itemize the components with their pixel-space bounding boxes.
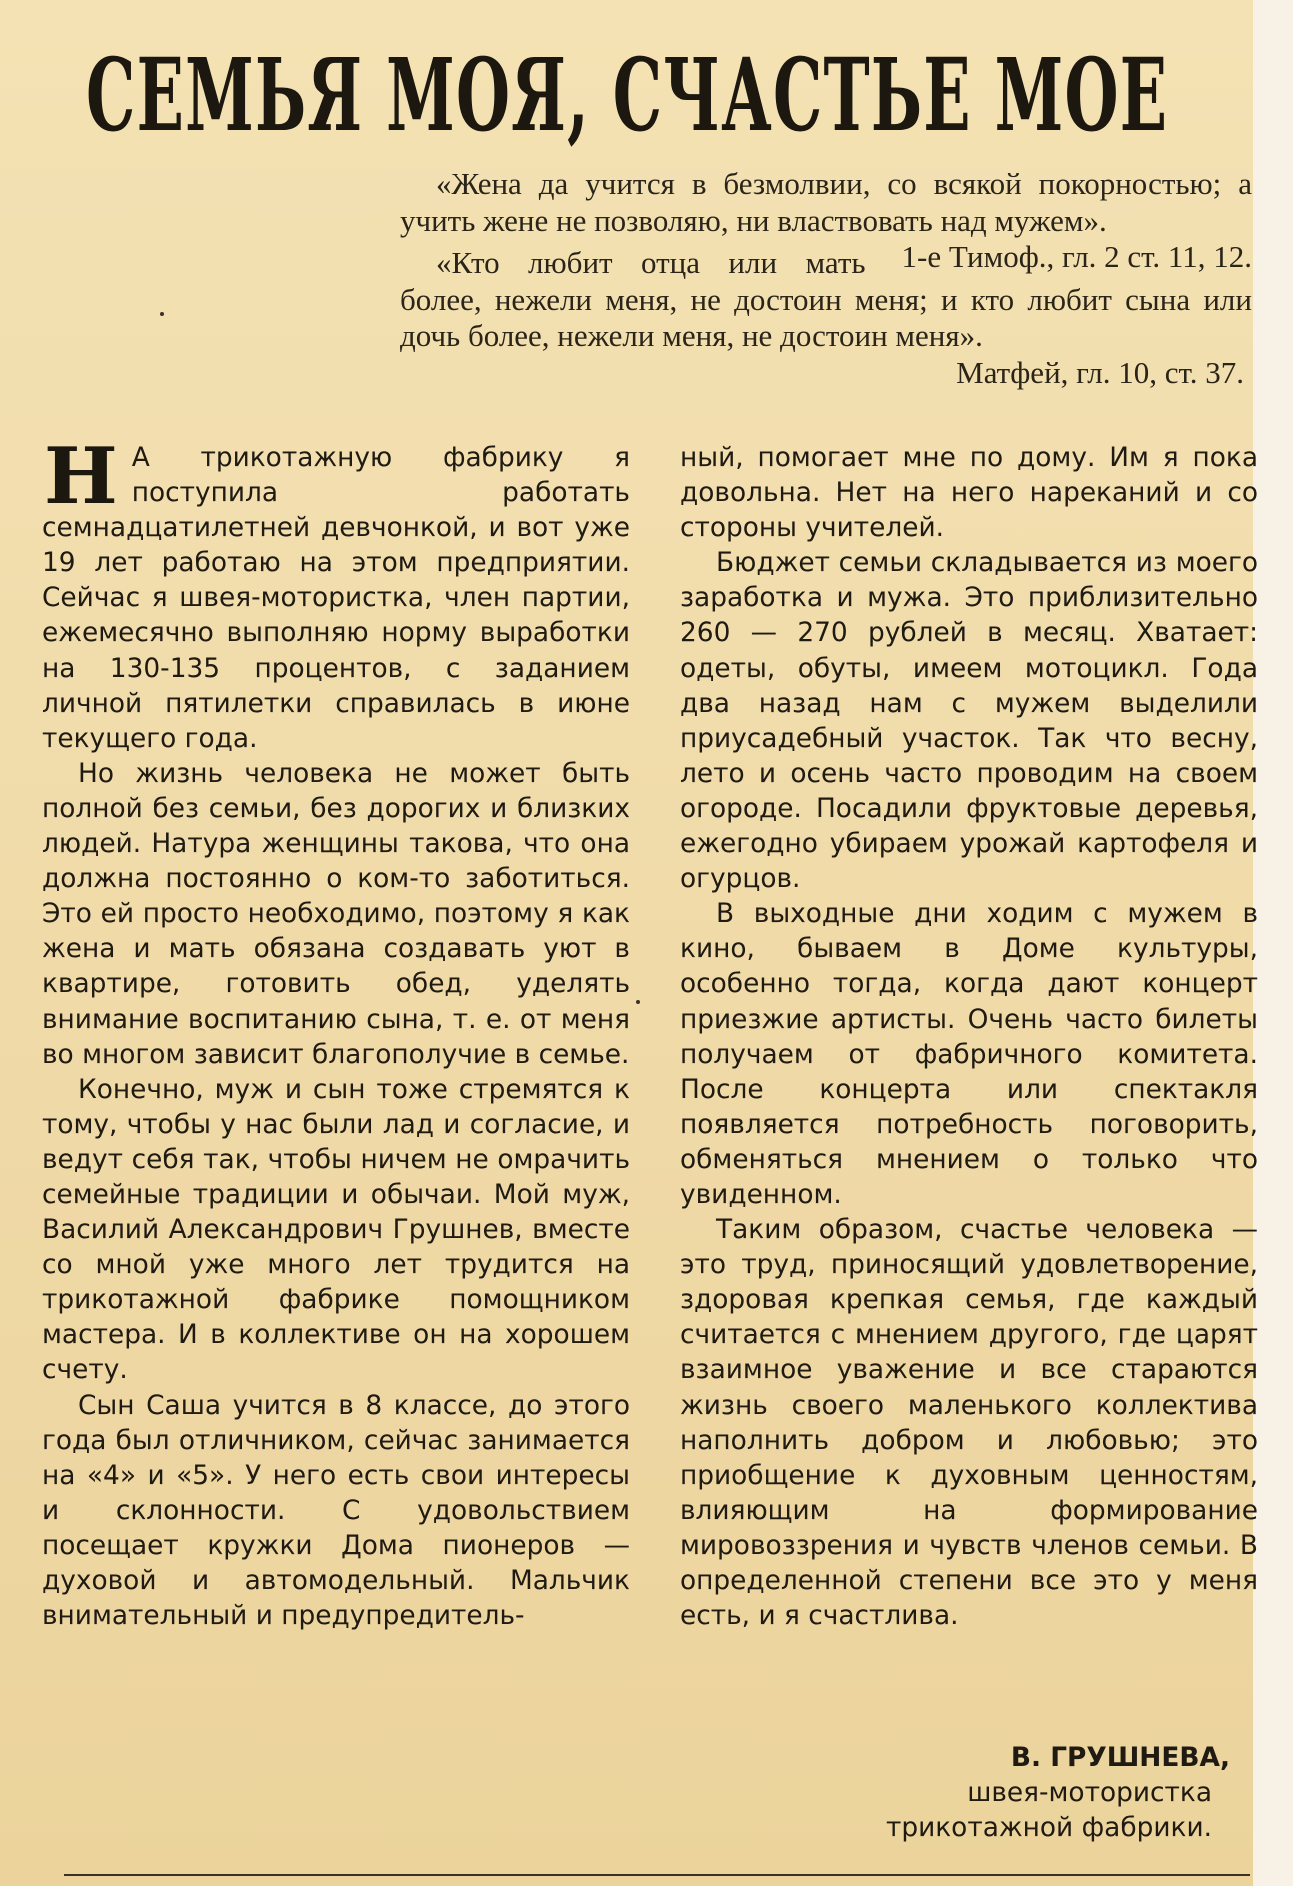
article-column-left [42,431,630,1633]
bottom-rule [64,1874,1250,1876]
print-speck [636,1000,640,1004]
print-speck [160,312,164,316]
article-paragraph: Таким образом, счастье человека — это труд, приносящий удовлетворение, здоровая крепкая семья, где каждый считается с мнением другого, где царят взаимное уважение и все стараются жизнь своего маленького коллектива наполнить добром и любовью; это приобщение к духовным ценностям, влияющим на формирование мировоззрения и чувств членов семьи. В определенной степени все это у меня есть, и я счастлива. [680,1214,1258,1632]
author-name: В. ГРУШНЕВА, [1010,1742,1230,1773]
author-workplace: трикотажной фабрики. [885,1812,1212,1843]
epigraph-quote-1 [400,166,1252,274]
article-paragraph-text: А трикотажную фабрику я поступила работать семнадцатилетней девчонкой, и вот уже 19 лет работаю на этом предприятии. Сейчас я швея-мотористка, член партии, ежемесячно выполняю норму выработки на 130-135 процентов, с заданием личной пятилетки справилась в июне текущего года. [42,442,630,754]
epigraph [400,166,1252,391]
headline: СЕМЬЯ МОЯ, СЧАСТЬЕ МОЕ [86,36,1169,154]
article-paragraph: Бюджет семьи складывается из моего заработка и мужа. Это приблизительно 260 — 270 рублей в месяц. Хватает: одеты, обуты, имеем мотоцикл. Года два назад нам с мужем выделили приусадебный участок. Так что весну, лето и осень часто проводим на своем огороде. Посадили фруктовые деревья, ежегодно убираем урожай картофеля и огурцов. [680,547,1258,895]
article-paragraph: ный, помогает мне по дому. Им я пока довольна. Нет на него нареканий и со стороны учителей. [680,442,1258,544]
author-role: швея-мотористка [967,1777,1212,1808]
article-paragraph [42,431,630,756]
epigraph-reference-1: 1-е Тимоф., гл. 2 ст. 11, 12. [901,239,1252,274]
epigraph-reference-2: Матфей, гл. 10, ст. 37. [956,354,1244,390]
article-paragraph: В выходные дни ходим с мужем в кино, бываем в Доме культуры, особенно тогда, когда дают концерт приезжие артисты. Очень часто билеты получаем от фабричного комитета. После концерта или спектакля появляется потребность поговорить, обменяться мнением о только что увиденном. [680,898,1258,1210]
signature [760,1740,1230,1845]
epigraph-quote-2: «Кто любит отца или мать более, нежели меня, не достоин меня; и кто любит сына или дочь более, нежели меня, не достоин меня». [400,245,1252,353]
article-column-right [680,440,1258,1633]
article-paragraph: Сын Саша учится в 8 классе, до этого года был отличником, сейчас занимается на «4» и «5». У него есть свои интересы и склонности. С удовольствием посещает кружки Дома пионеров — духовой и автомодельный. Мальчик внимательный и предупредитель- [42,1389,630,1632]
drop-cap: Н [44,431,118,522]
article-paragraph: Конечно, муж и сын тоже стремятся к тому, чтобы у нас были лад и согласие, и ведут себя так, чтобы ничем не омрачить семейные традиции и обычаи. Мой муж, Василий Александрович Грушнев, вместе со мной уже много лет трудится на трикотажной фабрике помощником мастера. И в коллективе он на хорошем счету. [42,1073,630,1386]
epigraph-quote-1-text: «Жена да учится в безмолвии, со всякой покорностью; а учить жене не позволяю, ни властвовать над мужем». [400,166,1252,238]
article-paragraph: Но жизнь человека не может быть полной без семьи, без дорогих и близких людей. Натура женщины такова, что она должна постоянно о ком-то заботиться. Это ей просто необходимо, поэтому я как жена и мать обязана создавать уют в квартире, готовить обед, уделять внимание воспитанию сына, т. е. от меня во многом зависит благополучие в семье. [42,757,630,1070]
